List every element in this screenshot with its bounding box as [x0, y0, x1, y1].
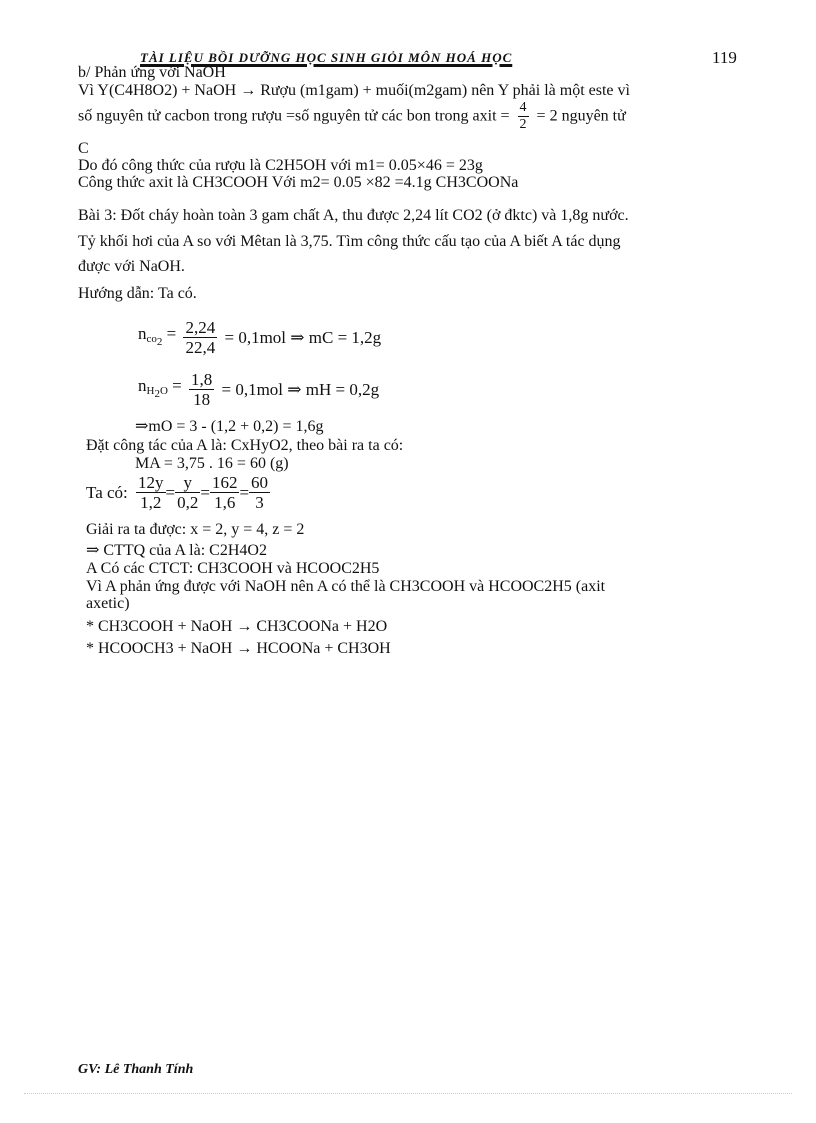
ctct-line: A Có các CTCT: CH3COOH và HCOOC2H5 — [86, 560, 380, 577]
line2-frac-num: 4 — [519, 100, 527, 115]
bai3-problem-line2: Tỷ khối hơi của A so với Mêtan là 3,75. Tìm công thức cấu tạo của A biết A tác dụng — [78, 233, 621, 250]
ratio-frac-3 — [210, 473, 240, 512]
ratio-frac-1 — [136, 473, 166, 512]
ratio-num-4: 60 — [251, 473, 269, 492]
bai3-guide: Hướng dẫn: Ta có. — [78, 285, 197, 302]
section-b-line4: Do đó công thức của rượu là C2H5OH với m1= 0.05×46 = 23g — [78, 157, 483, 174]
ratio-den-4: 3 — [255, 493, 264, 512]
solve-line: Giải ra ta được: x = 2, y = 4, z = 2 — [86, 521, 305, 538]
nco2-result: = 0,1mol ⇒ mC = 1,2g — [224, 328, 382, 347]
section-b-heading: b/ Phản ứng với NaOH — [78, 64, 226, 81]
nco2-equation — [138, 318, 381, 362]
section-b-line5: Công thức axit là CH3COOH Với m2= 0.05 ×82 =4.1g CH3COONa — [78, 174, 519, 191]
conclusion-line1: Vì A phản ứng được với NaOH nên A có thể là CH3COOH và HCOOC2H5 (axit — [86, 578, 606, 595]
line2-frac-den: 2 — [519, 117, 527, 132]
ratio-equation — [86, 473, 270, 517]
ratio-frac-4 — [249, 473, 270, 512]
ratio-num-3: 162 — [211, 473, 238, 492]
nco2-num: 2,24 — [185, 318, 216, 337]
ratio-den-3: 1,6 — [214, 493, 236, 512]
cttq-line: ⇒ CTTQ của A là: C2H4O2 — [86, 542, 267, 559]
ratio-frac-2 — [175, 473, 200, 512]
ratio-den-2: 0,2 — [177, 493, 199, 512]
equation-2: * HCOOCH3 + NaOH → HCOONa + CH3OH — [86, 640, 391, 657]
line2-text: số nguyên tử cacbon trong rượu =số nguyên tử các bon trong axit = — [78, 107, 510, 125]
conclusion-line2: axetic) — [86, 595, 130, 612]
mo-line: ⇒mO = 3 - (1,2 + 0,2) = 1,6g — [135, 418, 324, 435]
nh2o-den: 18 — [193, 390, 211, 409]
ratio-num-2: y — [175, 473, 200, 493]
footer-author: GV: Lê Thanh Tính — [78, 1062, 194, 1077]
line2-fraction — [518, 100, 529, 133]
nco2-fraction — [183, 318, 217, 357]
taco-label: Ta có: — [86, 483, 128, 502]
section-b-line2 — [78, 100, 626, 140]
section-b-line1: Vì Y(C4H8O2) + NaOH → Rượu (m1gam) + muối(m2gam) nên Y phải là một este vì — [78, 82, 630, 99]
ma-line: MA = 3,75 . 16 = 60 (g) — [135, 455, 289, 472]
equals-sign: = — [200, 483, 210, 502]
running-header: TÀI LIỆU BỒI DƯỠNG HỌC SINH GIỎI MÔN HOÁ HỌC — [140, 50, 513, 65]
nh2o-result: = 0,1mol ⇒ mH = 0,2g — [221, 380, 380, 399]
page-bottom-divider — [24, 1093, 792, 1094]
ratio-num-1: 12y — [138, 473, 164, 492]
formula-set-line: Đặt công tác của A là: CxHyO2, theo bài ra ta có: — [86, 437, 404, 454]
equals-sign: = — [239, 483, 250, 502]
page-number: 119 — [712, 48, 737, 67]
nh2o-equation — [138, 370, 379, 414]
bai3-problem-line3: được với NaOH. — [78, 258, 185, 275]
equation-1: * CH3COOH + NaOH → CH3COONa + H2O — [86, 618, 388, 635]
line2-end: = 2 nguyên tử — [536, 107, 626, 125]
equals-sign: = — [165, 483, 176, 502]
nco2-den: 22,4 — [185, 338, 216, 357]
nh2o-fraction — [189, 370, 214, 409]
nco2-label: $n_{co_2}$ = — [138, 323, 177, 348]
bai3-problem-line1: Bài 3: Đốt cháy hoàn toàn 3 gam chất A, thu được 2,24 lít CO2 (ở đktc) và 1,8g nước. — [78, 207, 629, 224]
nh2o-num: 1,8 — [191, 370, 213, 389]
ratio-den-1: 1,2 — [140, 493, 162, 512]
section-b-line3: C — [78, 140, 89, 157]
nh2o-label: $n_{H_2O}$ = — [138, 375, 182, 400]
